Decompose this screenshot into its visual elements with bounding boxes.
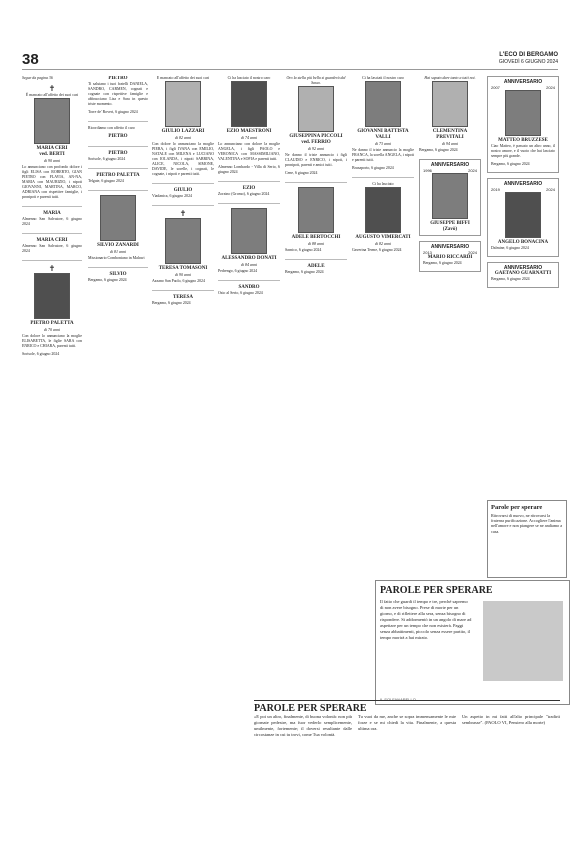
hope-words-feature: PAROLE PER SPERARE Il fatto che guardi il tempo e tre, perché sapremo di non avere bisogno. Prese di morte per un giorno, e di riflettere alla sera, senza bisogno di rispondere. Si addormentò in un angolo di mare ad aspettare per un tempo che non esisterà. Paggi senza abbattimenti, piccolo senza essere partito, il tempo morirà a hai mirato. IL SOLFANARELLO: [375, 580, 570, 705]
portrait-photo: [34, 273, 70, 319]
column-1: [22, 76, 82, 828]
illustration-image: [483, 601, 563, 681]
obituary-item: PIETRO Ti salutano i tuoi fratelli DANIELA, SANDRO, CARMEN, cognati e cognate con rispettive famiglie e abbracciano Lisa e Sara in questo triste momento. Torre de' Roveri, 6 giugno 2024: [88, 76, 148, 114]
obituary-item: ADELE Bergamo, 6 giugno 2024: [285, 264, 325, 274]
obituary-item: SANDRO Osio al Serio, 6 giugno 2024: [218, 285, 263, 295]
column-5: [285, 76, 347, 696]
obituary-item: PIETRO PALETTA Telgate, 6 giugno 2024: [88, 173, 140, 183]
obituary-item: Ci ha lasciato AUGUSTO VIMERCATI di 82 anni Gaverina Terme, 6 giugno 2024: [352, 182, 411, 252]
anniversary-box: ANNIVERSARIO 2007 2024 MATTEO BRUZZESE Ciao Matteo, è passato un altro anno, il nostro amore, e il vuoto che hai lasciato sempre più grande. Bergamo, 6 giugno 2024: [487, 76, 559, 173]
cross-icon: ✝: [179, 209, 187, 218]
obituary-item: GIULIO Viadanica, 6 giugno 2024: [152, 188, 193, 198]
page-header: [22, 51, 558, 70]
portrait-photo: [432, 81, 468, 127]
deceased-name: MARIA CERI: [36, 146, 68, 151]
column-8: [487, 76, 559, 496]
obituary-item: EZIO Zorzino (Gromo), 6 giugno 2024: [218, 186, 270, 196]
anniversary-box: ANNIVERSARIO 2013 2024 MARIO RICCARDI Bergamo, 6 giugno 2024: [419, 241, 481, 272]
column-3: [152, 76, 214, 828]
portrait-photo: [34, 98, 70, 144]
cross-icon: ✝: [48, 84, 56, 93]
obituary-item: SILVIO ZANARDI di 81 anni Missionario Comboniano in Malawi: [88, 195, 148, 261]
obituary-item: È mancato all'affetto dei suoi cari GIULIO LAZZARI di 82 anni Con dolore lo annunciano la moglie PIERA, i figli IVANA con EMILIO, NATALE con MILENA e LUCIANO con IOLANDA, i nipoti SABRINA, ALICE, NICOLA, SIMONE, DAVIDE, le sorelle, i cognati, le cognate, i nipoti e parenti tutti.: [152, 76, 214, 176]
column-7: [419, 76, 481, 576]
obituary-item: MARIA Almenno San Salvatore, 6 giugno 2024: [22, 211, 82, 226]
portrait-photo: [231, 81, 267, 127]
portrait-photo: [505, 90, 541, 136]
obituary-item: SILVIO Bergamo, 6 giugno 2024: [88, 272, 127, 282]
hope-words-box: Parole per sperare Ritrovarsi di nuovo, ne ritrovarsi la fraterna purificazione. Accogliere l'anima nell'amore e non piangere se ne andiamo a casa.: [487, 500, 567, 578]
obituary-item: ✝ TERESA TOMASONI di 90 anni Azzano San Paolo, 6 giugno 2024: [152, 210, 214, 284]
continued-label: Segue da pagina 36: [22, 76, 53, 80]
obituary-item: Oro la stella più bella si guarderà dal Sasso. GIUSEPPINA PICCOLI ved. FERRIO di 92 anni Ne danno il triste annuncio i figli CLAUDIO e ENRICO, i nipoti, i pronipoti, parenti e amici tutti. Cene, 6 giugno 2024: [285, 76, 347, 175]
portrait-photo: [165, 218, 201, 264]
portrait-photo: [365, 81, 401, 127]
publication-name: L'ECO DI BERGAMO: [499, 52, 558, 58]
page-number: 38: [22, 51, 39, 68]
obituary-item: Hai saputo dare tanto a tutti noi. CLEMENTINA PREVITALI di 94 anni Bergamo, 6 giugno 2024: [419, 76, 476, 152]
portrait-photo: [432, 173, 468, 219]
anniversary-box: ANNIVERSARIO 2019 2024 ANGELO BONACINA Dalmine, 6 giugno 2024: [487, 178, 559, 257]
obituary-item: ALESSANDRO DONATI di 84 anni Pedrengo, 6 giugno 2024: [218, 208, 280, 274]
obituary-item: Ci ha lasciato il nostro caro EZIO MAESTRONI di 74 anni Lo annunciano con dolore la moglie ANGELA, i figli PAOLO e VERONICA con MASSIMILIANO, VALENTINA e SOFIA e parenti tutti. Almenno Lombardo - Villa di Serio, 6 giugno 2024: [218, 76, 280, 174]
obituary-item: MARIA CERI Almenno San Salvatore, 6 giugno 2024: [22, 238, 82, 253]
portrait-photo: [365, 187, 401, 233]
portrait-photo: [505, 192, 541, 238]
portrait-photo: [298, 187, 334, 233]
publication-date: GIOVEDÌ 6 GIUGNO 2024: [498, 59, 558, 65]
anniversary-box: ANNIVERSARIO GAETANO GUARNATTI Bergamo, 6 giugno 2024: [487, 262, 559, 288]
obituary-item: Ricordiamo con affetto il caro PIETRO: [88, 126, 135, 139]
cross-icon: ✝: [48, 264, 56, 273]
column-6: [352, 76, 414, 576]
obituary-item: ADELE BERTOCCHI di 88 anni Sarnico, 6 giugno 2024: [285, 187, 347, 253]
portrait-photo: [100, 195, 136, 241]
portrait-photo: [165, 81, 201, 127]
portrait-photo: [298, 86, 334, 132]
obituary-item: Ci ha lasciati il nostro caro GIOVANNI BATTISTA VALLI di 73 anni Ne danno il triste annuncio la moglie FRANCA, la sorella ANGELA, i nipoti e parenti tutti. Brusaporto, 6 giugno 2024: [352, 76, 414, 170]
column-2: [88, 76, 148, 828]
obituary-item: ✝ È mancato all'affetto dei suoi cari MARIA CERI ved. BERTI di 90 anni Lo annunciano con profondo dolore i figli ELISA con ROBERTO, GIAN PIETRO con FLAVIA, AN-NA, MARIA con MAURIZIO, i nipoti GIOVANNI, MARTINA, MARCO, ADRIANA con rispettive famiglie, i pronipoti e parenti tutti.: [22, 84, 82, 199]
obituary-item: TERESA Bergamo, 6 giugno 2024: [152, 295, 193, 305]
obituary-item: PIETRO Sorisole, 6 giugno 2024: [88, 151, 128, 161]
obituary-item: ✝ PIETRO PALETTA di 70 anni Con dolore lo annunciano la moglie ELISABETTA, le figlie SARA con ENRICO e CHIARA, parenti tutti. Sorisole, 6 giugno 2024: [22, 264, 82, 356]
anniversary-box: ANNIVERSARIO 1996 2024 GIUSEPPE BIFFI (Zavò): [419, 159, 481, 236]
portrait-photo: [231, 208, 267, 254]
hope-words-article: PAROLE PER SPERARE «E poi un altro, finalmente, di buona volontà: non più giornate pedestre, ma fuor vederlo semplicemente, umilmente, fortemente; il doversi resultante dalle circostanze in cui tu trovi, come Tua volontà. Tu vuoi da me, anche se sopra immensamente le mie forze e se mi chiedi la vita. Finalmente, a questa ultima ora. Un aspetto in mi fatti all'alto principale "tradirti sembrasse". (PAOLO VI, Pensiero alla morte): [254, 700, 560, 830]
